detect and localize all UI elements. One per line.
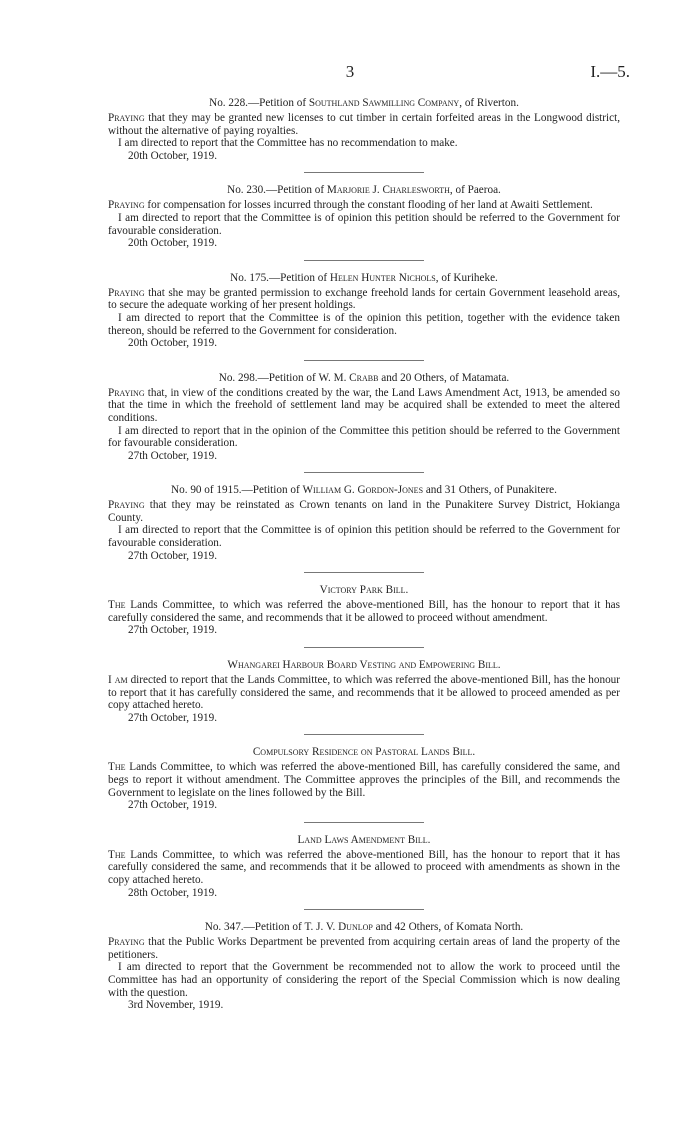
page-number: 3	[345, 62, 355, 81]
committee-report: I am directed to report that the Government be recommended not to allow the work to proceed until the Committee has had an opportunity of considering the report of the Special Commission which is now dealing with the question.	[108, 961, 620, 999]
entry-heading	[108, 833, 620, 848]
petition-entry	[108, 371, 620, 463]
heading-prefix: No. 228.—Petition of	[209, 97, 309, 109]
prayer-text	[108, 499, 620, 524]
bill-entry	[108, 745, 620, 811]
heading-suffix: and 20 Others, of Matamata.	[378, 371, 510, 384]
prayer-body: that they may be reinstated as Crown tenants on land in the Punakitere Survey District, Hokianga County.	[108, 499, 620, 524]
entry-heading	[108, 920, 620, 935]
separator-rule	[304, 909, 424, 910]
committee-report: I am directed to report that the Committee is of opinion this petition should be referred to the Government for favourable consideration.	[108, 211, 620, 237]
lead-word: The	[108, 761, 126, 774]
separator-rule	[304, 734, 424, 735]
heading-suffix: and 42 Others, of Komata North.	[372, 921, 524, 934]
separator-rule	[304, 360, 424, 361]
entry-date: 27th October, 1919.	[128, 711, 218, 724]
petitioner-name: T. J. V. Dunlop	[304, 921, 373, 934]
entry-date: 27th October, 1919.	[128, 799, 218, 812]
bill-report-body: Lands Committee, to which was referred the above-mentioned Bill, has the honour to report that it has carefully considered the same, and recommends that it be allowed to proceed without amendment.	[108, 599, 620, 624]
separator-rule	[304, 647, 424, 648]
lead-word: Praying	[108, 386, 145, 399]
separator-rule	[304, 572, 424, 573]
separator-rule	[304, 822, 424, 823]
bill-entry	[108, 583, 620, 637]
committee-report: I am directed to report that in the opinion of the Committee this petition should be referred to the Government for favourable consideration.	[108, 424, 620, 450]
lead-word: The	[108, 848, 126, 861]
bill-report-text	[108, 674, 620, 712]
petition-entry	[108, 483, 620, 562]
entry-heading	[108, 96, 620, 111]
prayer-body: that they may be granted new licenses to cut timber in certain forfeited areas in the Longwood district, without the alternative of paying royalties.	[108, 112, 620, 137]
entry-date: 20th October, 1919.	[128, 237, 218, 250]
prayer-text	[108, 112, 620, 137]
document-reference: I.—5.	[590, 62, 630, 81]
heading-suffix: , of Paeroa.	[449, 184, 501, 197]
entry-date: 27th October, 1919.	[128, 449, 218, 462]
prayer-text	[108, 287, 620, 312]
bill-title: Compulsory Residence on Pastoral Lands Bill.	[252, 746, 476, 759]
committee-report: I am directed to report that the Committee has no recommendation to make.	[118, 137, 458, 150]
entry-date: 3rd November, 1919.	[128, 999, 224, 1012]
heading-suffix: , of Kuriheke.	[435, 271, 498, 284]
entry-heading	[108, 483, 620, 498]
entry-heading	[108, 183, 620, 198]
separator-rule	[304, 260, 424, 261]
lead-word: The	[108, 599, 126, 612]
committee-report: I am directed to report that the Committee is of the opinion this petition, together with the evidence taken thereon, should be referred to the Government for consideration.	[108, 311, 620, 337]
entry-date: 20th October, 1919.	[128, 149, 218, 162]
heading-suffix: and 31 Others, of Punakitere.	[423, 484, 557, 497]
lead-word: Praying	[108, 499, 145, 512]
petition-entry	[108, 96, 620, 162]
report-body	[108, 96, 620, 1012]
bill-report-body: Lands Committee, to which was referred the above-mentioned Bill, has carefully considered the same, and begs to report it without amendment. The Committee approves the principles of the Bill, and recommends the Government to legislate on the lines followed by the Bill.	[108, 761, 620, 799]
petition-entry	[108, 920, 620, 1012]
entry-date: 27th October, 1919.	[128, 624, 218, 637]
petitioner-name: Marjorie J. Charlesworth	[326, 184, 450, 197]
lead-word: Praying	[108, 199, 145, 212]
prayer-text	[108, 936, 620, 961]
lead-word: Praying	[108, 286, 145, 299]
lead-word: Praying	[108, 936, 145, 949]
heading-prefix: No. 347.—Petition of	[204, 921, 305, 934]
prayer-body: that the Public Works Department be prevented from acquiring certain areas of land the property of the petitioners.	[108, 936, 620, 961]
bill-report-text	[108, 761, 620, 799]
bill-title: Land Laws Amendment Bill.	[297, 833, 431, 846]
petitioner-name: William G. Gordon-Jones	[302, 484, 424, 497]
prayer-body: that, in view of the conditions created by the war, the Land Laws Amendment Act, 1913, be amended so that the time in which the freehold of settlement land may be acquired shall be extended to meet the altered conditions.	[108, 386, 620, 424]
bill-entry	[108, 833, 620, 899]
heading-suffix: , of Riverton.	[459, 97, 519, 109]
separator-rule	[304, 172, 424, 173]
petition-entry	[108, 183, 620, 249]
lead-word: I am	[108, 674, 128, 687]
bill-report-text	[108, 849, 620, 887]
entry-date: 28th October, 1919.	[128, 886, 218, 899]
entry-heading	[108, 583, 620, 598]
bill-report-text	[108, 599, 620, 624]
prayer-body: for compensation for losses incurred through the constant flooding of her land at Awaiti Settlement.	[144, 199, 593, 212]
bill-title: Victory Park Bill.	[319, 584, 409, 597]
bill-entry	[108, 658, 620, 724]
prayer-text	[108, 199, 620, 212]
petition-entry	[108, 271, 620, 350]
entry-heading	[108, 371, 620, 386]
heading-prefix: No. 90 of 1915.—Petition of	[171, 484, 303, 497]
entry-heading	[108, 745, 620, 760]
heading-prefix: No. 230.—Petition of	[227, 184, 327, 197]
entry-heading	[108, 271, 620, 286]
bill-report-body: directed to report that the Lands Committee, to which was referred the above-mentioned Bill, has the honour to report that it has carefully considered the same, and recommends that it be allowed to proceed amended as per copy attached hereto.	[108, 674, 620, 712]
petitioner-name: W. M. Crabb	[318, 371, 379, 384]
heading-prefix: No. 175.—Petition of	[230, 271, 330, 284]
entry-date: 27th October, 1919.	[128, 549, 218, 562]
separator-rule	[304, 472, 424, 473]
bill-report-body: Lands Committee, to which was referred the above-mentioned Bill, has the honour to report that it has carefully considered the same, and recommends that it be allowed to proceed with amendments as shown in the copy attached hereto.	[108, 848, 620, 886]
entry-heading	[108, 658, 620, 673]
prayer-body: that she may be granted permission to exchange freehold lands for certain Government leasehold areas, to secure the adequate working of her present holdings.	[108, 286, 620, 312]
heading-prefix: No. 298.—Petition of	[218, 371, 319, 384]
lead-word: Praying	[108, 112, 145, 124]
committee-report: I am directed to report that the Committee is of opinion this petition should be referred to the Government for favourable consideration.	[108, 524, 620, 550]
prayer-text	[108, 387, 620, 425]
entry-date: 20th October, 1919.	[128, 337, 218, 350]
bill-title: Whangarei Harbour Board Vesting and Empowering Bill.	[227, 659, 501, 672]
petitioner-name: Southland Sawmilling Company	[308, 97, 460, 109]
petitioner-name: Helen Hunter Nichols	[329, 271, 436, 284]
